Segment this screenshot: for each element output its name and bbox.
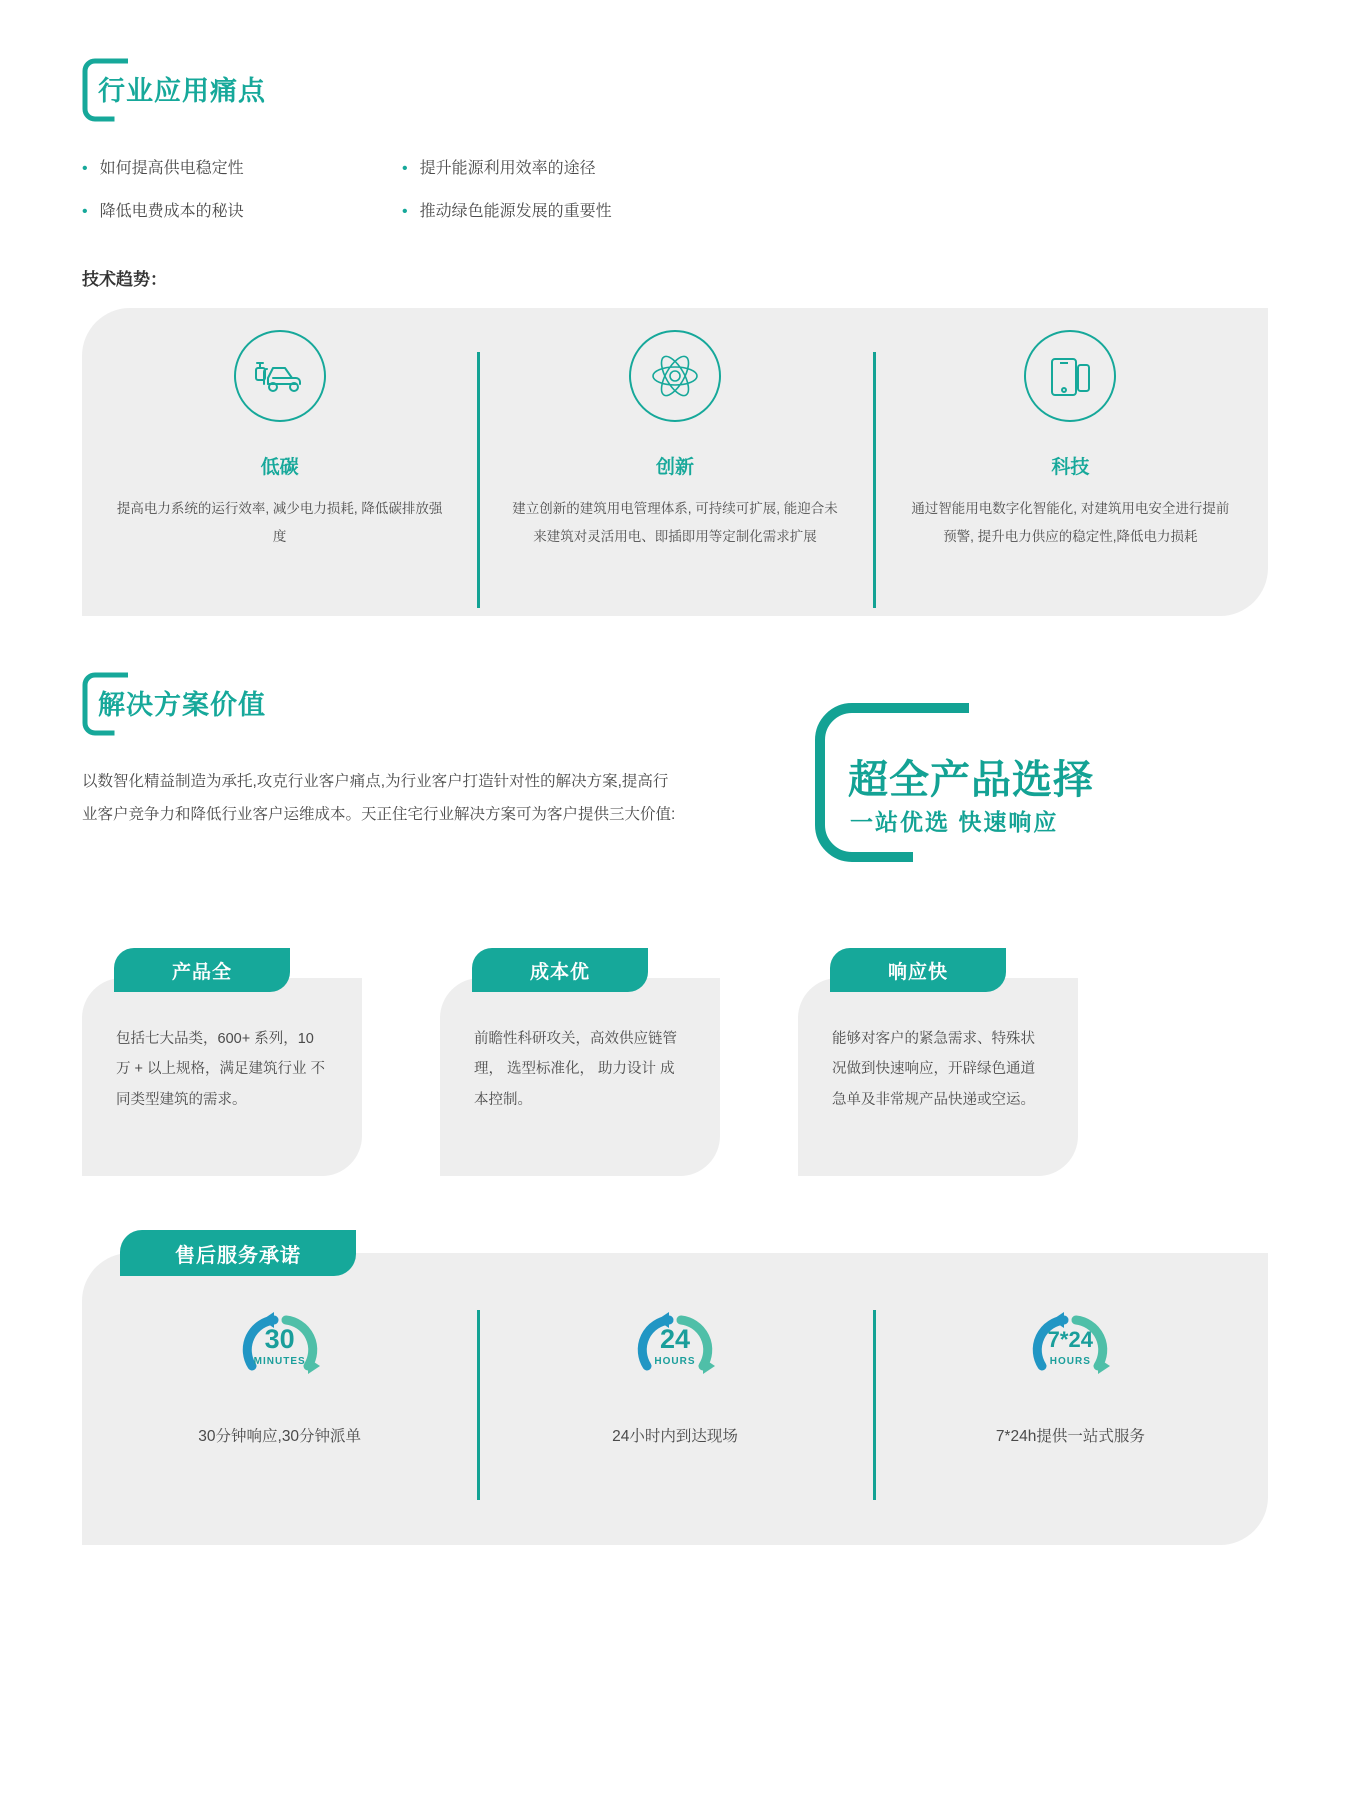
banner-title: 超全产品选择 bbox=[848, 758, 1094, 802]
value-card-tab: 产品全 bbox=[114, 948, 290, 992]
pain-points-list bbox=[82, 155, 722, 221]
value-card-body: 能够对客户的紧急需求、特殊状况做到快速响应，开辟绿色通道急单及非常规产品快递或空运。 bbox=[832, 1031, 1035, 1108]
bracket-decor-icon bbox=[82, 672, 128, 736]
list-item-label: 如何提高供电稳定性 bbox=[99, 160, 244, 177]
mobile-devices-icon bbox=[1024, 330, 1116, 422]
refresh-cycle-icon bbox=[228, 1300, 332, 1396]
after-sales-text: 30分钟响应,30分钟派单 bbox=[198, 1428, 362, 1445]
badge-value: 30 bbox=[264, 1324, 295, 1354]
badge-unit: HOURS bbox=[654, 1356, 696, 1367]
solution-title: 解决方案价值 bbox=[98, 689, 266, 720]
value-card-response bbox=[798, 961, 1078, 1176]
value-card-cost bbox=[440, 961, 720, 1176]
tech-trends-subhead: 技术趋势： bbox=[82, 270, 167, 289]
tech-trends-row bbox=[82, 330, 1268, 550]
product-selection-banner bbox=[812, 700, 1172, 880]
trend-title: 创新 bbox=[655, 457, 694, 478]
refresh-cycle-icon bbox=[1018, 1300, 1122, 1396]
bullet-dot-icon: • bbox=[82, 203, 88, 220]
list-item bbox=[82, 155, 402, 178]
bullet-dot-icon: • bbox=[82, 160, 88, 177]
trend-title: 低碳 bbox=[260, 457, 299, 478]
refresh-cycle-icon bbox=[623, 1300, 727, 1396]
trend-desc: 建立创新的建筑用电管理体系, 可持续可扩展, 能迎合未来建筑对灵活用电、即插即用等定制化需求扩展 bbox=[512, 501, 838, 544]
trend-column-technology bbox=[873, 330, 1268, 550]
pain-points-title: 行业应用痛点 bbox=[98, 75, 266, 106]
after-sales-item-30min bbox=[82, 1300, 477, 1446]
list-item-label: 降低电费成本的秘诀 bbox=[99, 203, 244, 220]
list-item bbox=[402, 155, 722, 178]
badge-value: 24 bbox=[659, 1324, 690, 1354]
after-sales-text: 24小时内到达现场 bbox=[612, 1428, 738, 1445]
bullet-dot-icon: • bbox=[402, 203, 408, 220]
after-sales-tab: 售后服务承诺 bbox=[120, 1230, 356, 1276]
after-sales-item-24h bbox=[477, 1300, 872, 1446]
ev-charging-car-icon bbox=[234, 330, 326, 422]
pain-points-heading bbox=[82, 58, 266, 122]
solution-heading bbox=[82, 672, 266, 736]
badge-unit: HOURS bbox=[1049, 1356, 1091, 1367]
list-item bbox=[402, 198, 722, 221]
value-card-tab: 响应快 bbox=[830, 948, 1006, 992]
after-sales-text: 7*24h提供一站式服务 bbox=[995, 1428, 1145, 1445]
bullet-dot-icon: • bbox=[402, 160, 408, 177]
value-card-products bbox=[82, 961, 362, 1176]
banner-subtitle: 一站优选 快速响应 bbox=[850, 809, 1059, 835]
trend-column-low-carbon bbox=[82, 330, 477, 550]
bracket-decor-icon bbox=[82, 58, 128, 122]
value-card-body: 前瞻性科研攻关，高效供应链管理， 选型标准化， 助力设计 成本控制。 bbox=[474, 1031, 677, 1108]
trend-desc: 通过智能用电数字化智能化, 对建筑用电安全进行提前预警, 提升电力供应的稳定性,降低电力损耗 bbox=[911, 501, 1230, 544]
solution-intro: 以数智化精益制造为承托,攻克行业客户痛点,为行业客户打造针对性的解决方案,提高行业客户竞争力和降低行业客户运维成本。天正住宅行业解决方案可为客户提供三大价值: bbox=[82, 773, 676, 823]
list-item bbox=[82, 198, 402, 221]
after-sales-item-7x24 bbox=[873, 1300, 1268, 1446]
list-item-label: 推动绿色能源发展的重要性 bbox=[419, 203, 612, 220]
trend-desc: 提高电力系统的运行效率, 减少电力损耗, 降低碳排放强度 bbox=[116, 501, 443, 544]
value-card-tab: 成本优 bbox=[472, 948, 648, 992]
badge-unit: MINUTES bbox=[253, 1356, 306, 1367]
atom-innovation-icon bbox=[629, 330, 721, 422]
value-card-body: 包括七大品类，600+ 系列，10 万 + 以上规格，满足建筑行业 不同类型建筑的需求。 bbox=[116, 1031, 326, 1108]
list-item-label: 提升能源利用效率的途径 bbox=[419, 160, 596, 177]
badge-value: 7*24 bbox=[1047, 1327, 1093, 1352]
after-sales-row bbox=[82, 1300, 1268, 1446]
trend-title: 科技 bbox=[1051, 457, 1090, 478]
trend-column-innovation bbox=[477, 330, 872, 550]
